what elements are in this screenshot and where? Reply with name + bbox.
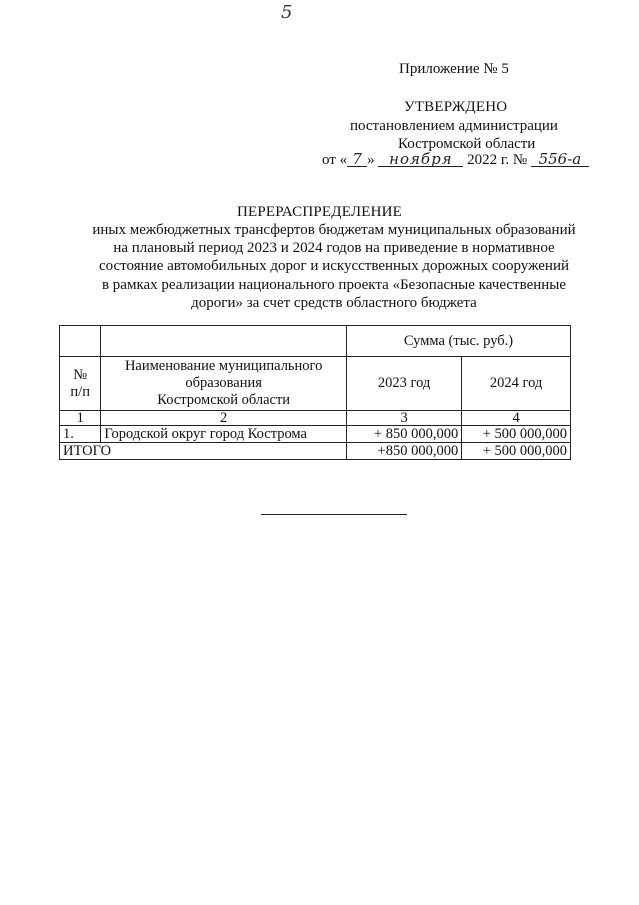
header-name-line: Наименование муниципального (124, 358, 323, 374)
column-header-2023: 2023 год (346, 357, 461, 411)
document-title: ПЕРЕРАСПРЕДЕЛЕНИЕ (236, 204, 403, 220)
row-number: 1. (60, 426, 101, 443)
approved-by-line-1: постановлением администрации (350, 118, 558, 134)
column-index-row (60, 411, 571, 426)
row-municipality: Городской округ город Кострома (101, 426, 347, 443)
column-index: 1 (60, 411, 101, 426)
empty-header-cell (101, 326, 347, 357)
header-name-line: образования (185, 375, 262, 391)
total-row (60, 443, 571, 460)
approved-by-line-2: Костромской области (398, 136, 536, 152)
subtitle-line: на плановый период 2023 и 2024 годов на приведение в нормативное (113, 240, 555, 257)
total-label: ИТОГО (60, 443, 347, 460)
redistribution-table (59, 325, 571, 460)
document-subtitle (84, 221, 584, 312)
handwritten-doc-number: 556-а (531, 152, 589, 167)
approved-label: УТВЕРЖДЕНО (404, 99, 508, 115)
column-header-municipality (101, 357, 347, 411)
handwritten-month: ноября (378, 152, 463, 167)
row-amount-2024: + 500 000,000 (462, 426, 571, 443)
appendix-label: Приложение № 5 (399, 61, 509, 77)
column-header-number (60, 357, 101, 411)
total-amount-2023: +850 000,000 (346, 443, 461, 460)
subtitle-line: иных межбюджетных трансфертов бюджетам муниципальных образований (92, 222, 576, 238)
subtitle-line: состояние автомобильных дорог и искусственных дорожных сооружений (98, 258, 570, 275)
column-index: 4 (462, 411, 571, 426)
closing-rule (261, 514, 407, 515)
column-header-2024: 2024 год (462, 357, 571, 411)
header-num-abbrev: п/п (70, 383, 90, 400)
handwritten-page-number: 5 (281, 2, 293, 23)
total-amount-2024: + 500 000,000 (462, 443, 571, 460)
empty-header-cell (60, 326, 101, 357)
subtitle-line: в рамках реализации национального проекта «Безопасные качественные (101, 276, 567, 293)
date-prefix: от « (322, 152, 348, 168)
handwritten-day: 7 (347, 152, 367, 167)
table-header-row-columns (60, 357, 571, 411)
column-index: 3 (346, 411, 461, 426)
row-amount-2023: + 850 000,000 (346, 426, 461, 443)
subtitle-line: дороги» за счет средств областного бюджета (191, 294, 477, 311)
header-num-symbol: № (73, 366, 88, 383)
table-row (60, 426, 571, 443)
table-header-row-sum (60, 326, 571, 357)
sum-header: Сумма (тыс. руб.) (346, 326, 570, 357)
date-close-quote: » (367, 152, 375, 168)
column-index: 2 (101, 411, 347, 426)
approval-date-line (322, 152, 589, 169)
header-name-line: Костромской области (157, 392, 291, 408)
date-year: 2022 г. № (467, 152, 528, 168)
